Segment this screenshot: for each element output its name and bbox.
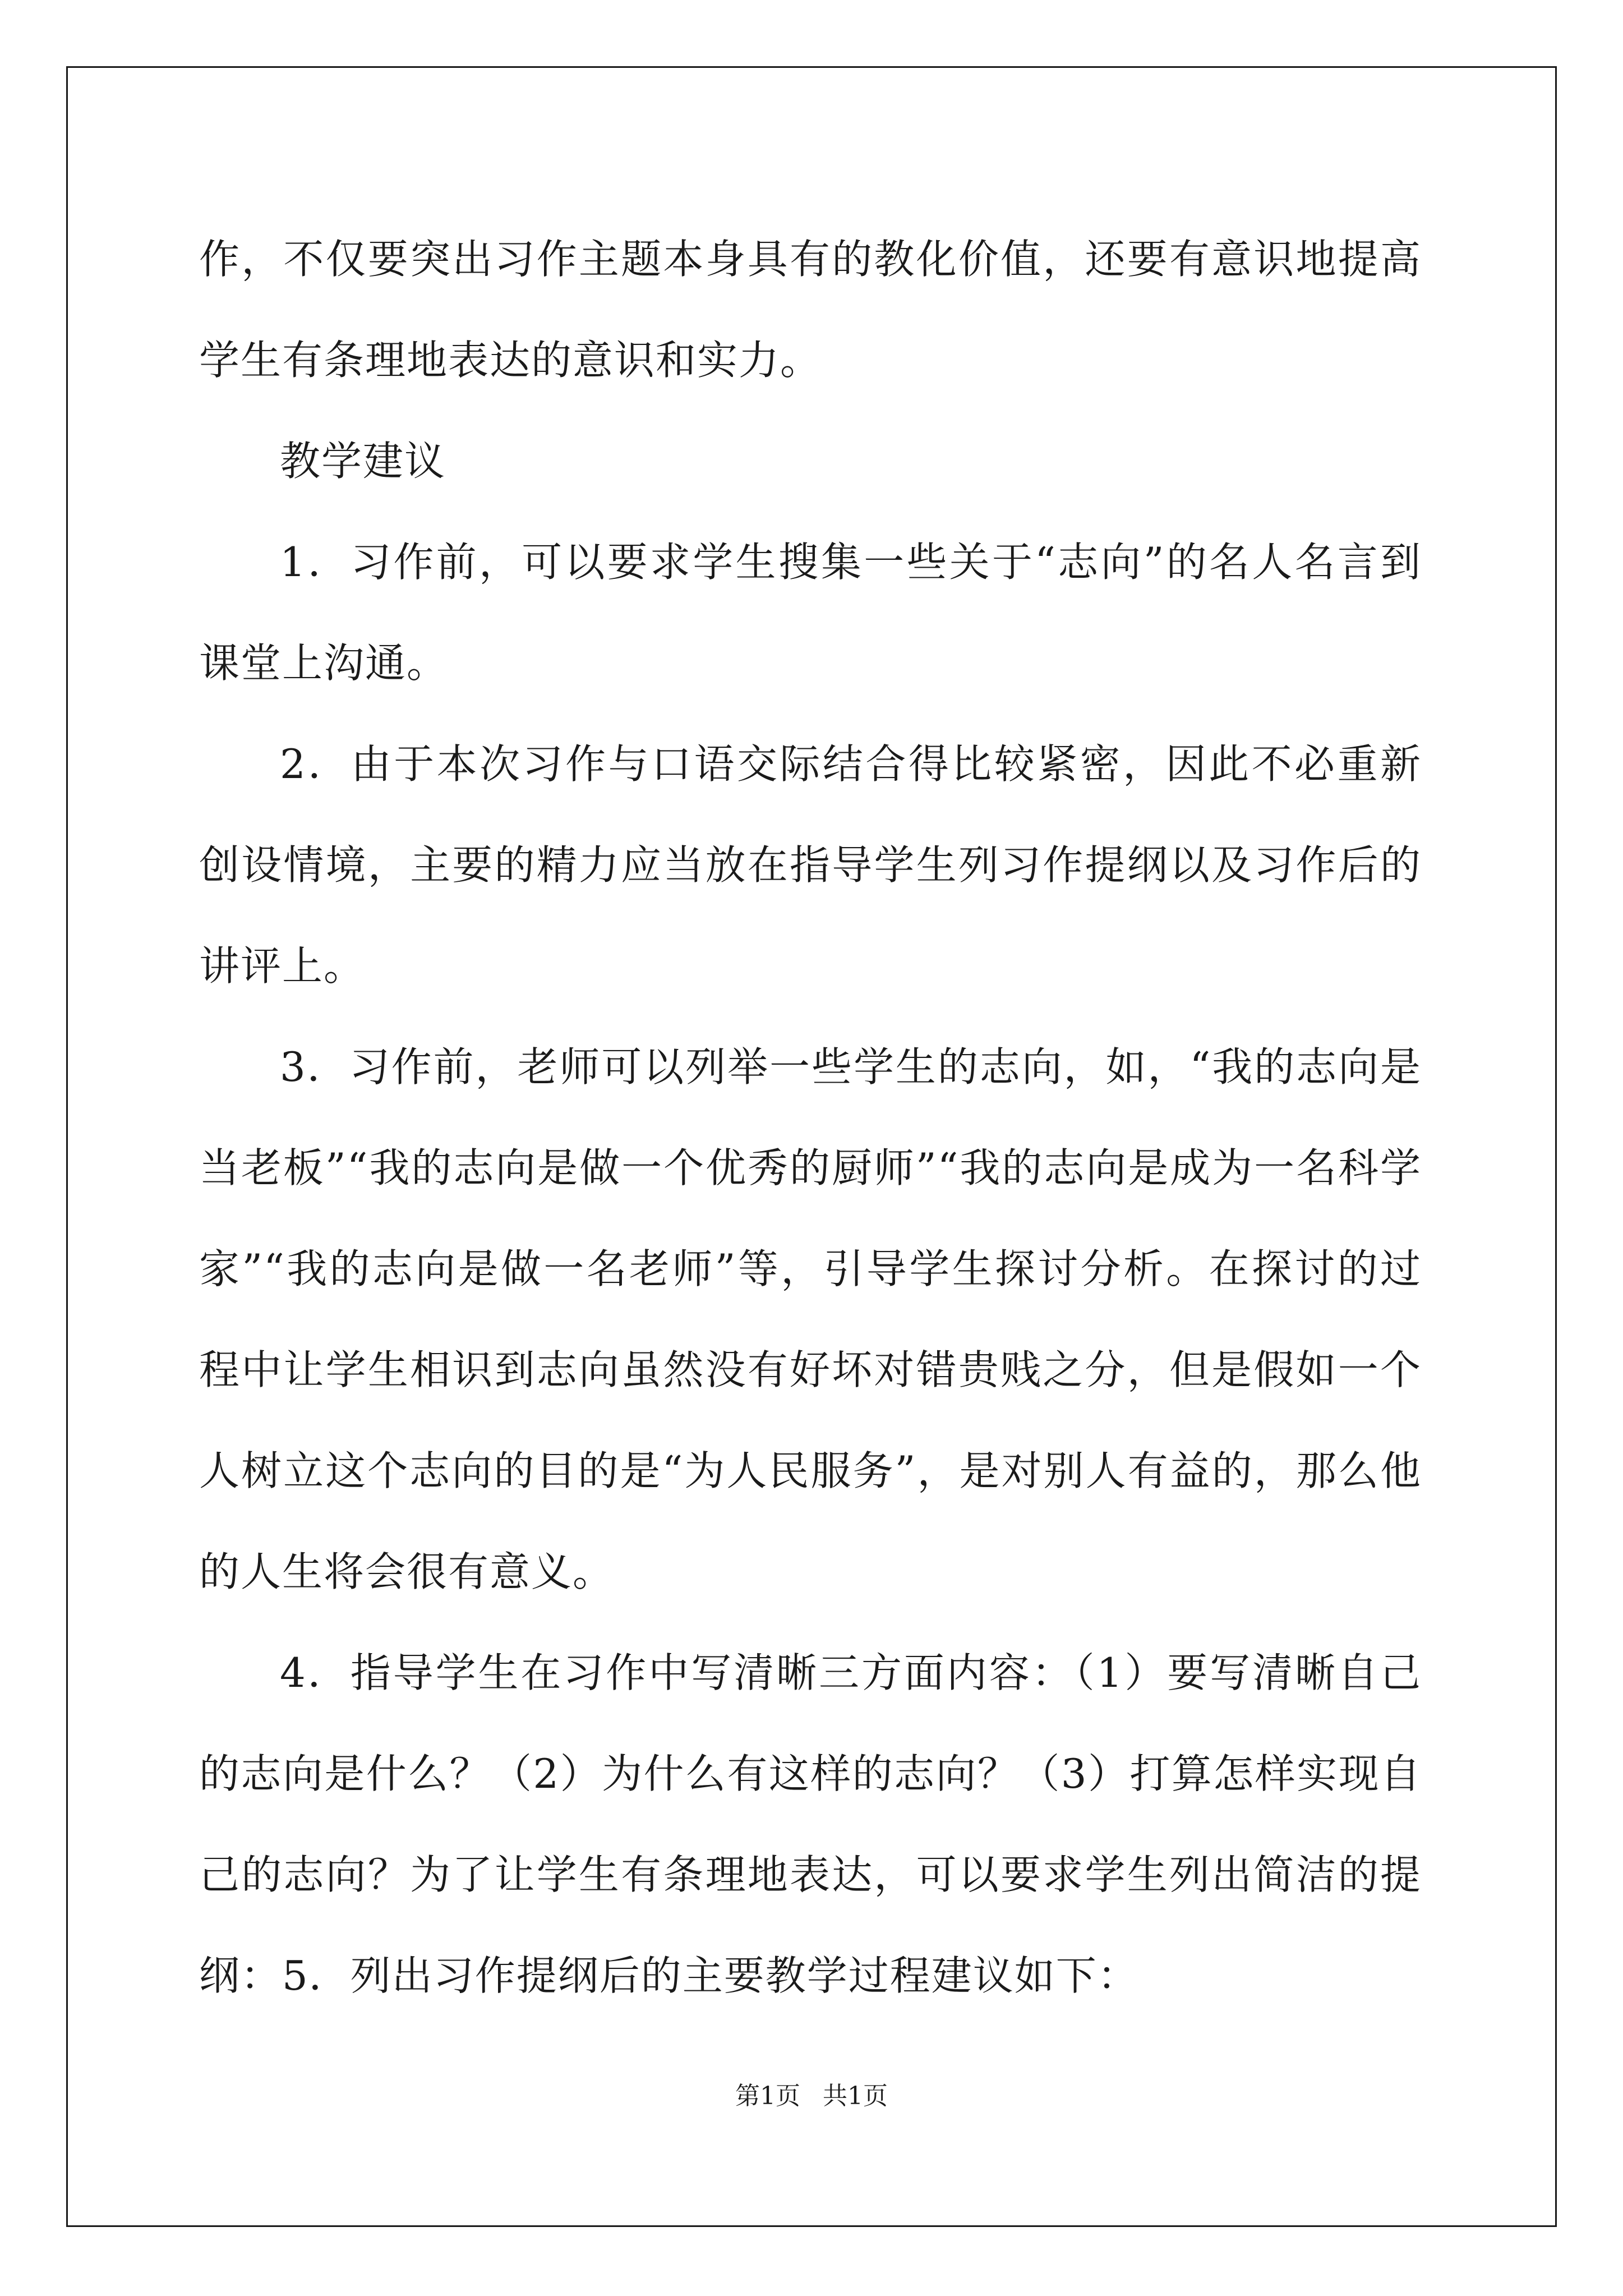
- document-body: [199, 209, 1422, 2026]
- page-footer: [0, 2076, 1623, 2111]
- section-heading-teaching-suggestions: 教学建议: [280, 438, 446, 485]
- page-number-total: 共1页: [823, 2082, 888, 2110]
- page-number-current: 第1页: [735, 2082, 800, 2110]
- paragraph-suggestion-1: 1．习作前，可以要求学生搜集一些关于“志向”的名人名言到课堂上沟通。: [199, 539, 1422, 687]
- paragraph-suggestion-2: 2．由于本次习作与口语交际结合得比较紧密，因此不必重新创设情境，主要的精力应当放在指导学生列习作提纲以及习作后的讲评上。: [199, 740, 1422, 990]
- paragraph-continuation: 作，不仅要突出习作主题本身具有的教化价值，还要有意识地提高学生有条理地表达的意识和实力。: [199, 236, 1422, 384]
- paragraph-suggestion-4: 4．指导学生在习作中写清晰三方面内容：（1）要写清晰自己的志向是什么？（2）为什么有这样的志向？（3）打算怎样实现自己的志向？为了让学生有条理地表达，可以要求学生列出简洁的提纲：5．列出习作提纲后的主要教学过程建议如下：: [199, 1649, 1422, 1999]
- paragraph-suggestion-3: 3．习作前，老师可以列举一些学生的志向，如，“我的志向是当老板”“我的志向是做一个优秀的厨师”“我的志向是成为一名科学家”“我的志向是做一名老师”等，引导学生探讨分析。在探讨的过程中让学生相识到志向虽然没有好坏对错贵贱之分，但是假如一个人树立这个志向的目的是“为人民服务”，是对别人有益的，那么他的人生将会很有意义。: [199, 1043, 1422, 1595]
